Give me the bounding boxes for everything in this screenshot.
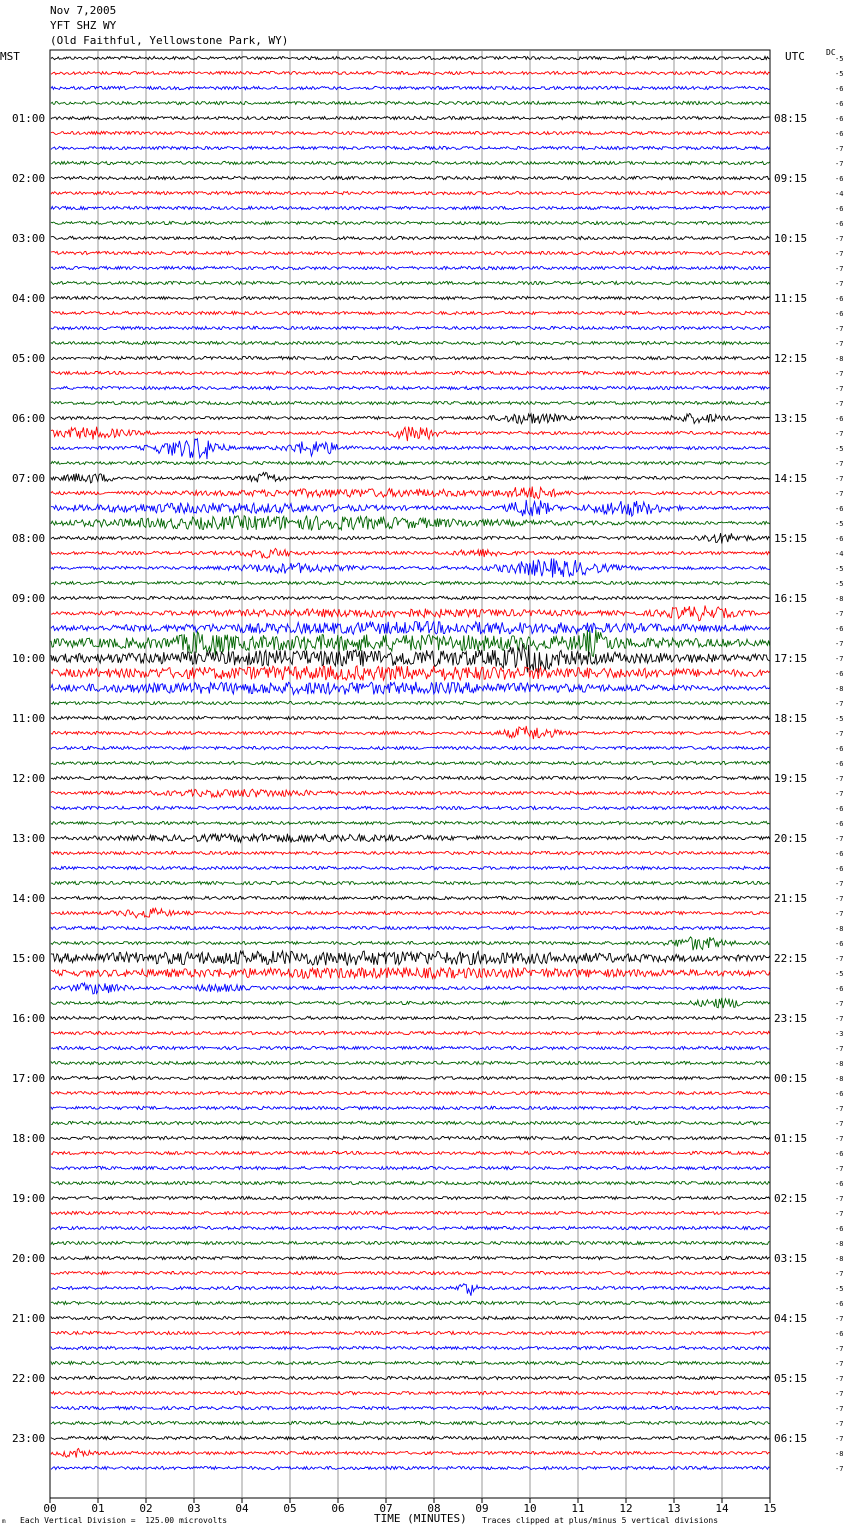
- trace-line: [51, 851, 770, 854]
- dc-offset-label: -6: [835, 1330, 844, 1338]
- trace-line: [51, 1226, 770, 1229]
- trace-line: [51, 558, 770, 577]
- x-tick-label: 07: [379, 1502, 393, 1515]
- hour-label-left: 20:00: [12, 1252, 46, 1265]
- dc-offset-label: -8: [835, 1255, 844, 1263]
- trace-line: [51, 716, 770, 719]
- trace-line: [51, 236, 770, 239]
- hour-label-left: 08:00: [12, 532, 46, 545]
- dc-offset-label: -8: [835, 595, 844, 603]
- hour-label-right: 08:15: [774, 112, 808, 125]
- hour-label-right: 23:15: [774, 1012, 808, 1025]
- trace-line: [51, 1061, 770, 1064]
- trace-line: [51, 896, 770, 899]
- dc-offset-label: -6: [835, 820, 844, 828]
- x-tick-label: 06: [331, 1502, 345, 1515]
- trace-line: [51, 1421, 770, 1424]
- dc-offset-label: -6: [835, 175, 844, 183]
- hour-label-left: 02:00: [12, 172, 46, 185]
- trace-line: [51, 1466, 770, 1469]
- trace-line: [51, 516, 770, 531]
- dc-offset-label: -7: [835, 145, 844, 153]
- trace-line: [51, 821, 770, 824]
- trace-line: [51, 371, 770, 374]
- dc-offset-label: -8: [835, 355, 844, 363]
- trace-line: [51, 881, 770, 884]
- hour-label-left: 05:00: [12, 352, 46, 365]
- trace-line: [51, 1196, 770, 1199]
- dc-offset-label: -6: [835, 505, 844, 513]
- trace-line: [51, 606, 770, 621]
- dc-offset-label: -8: [835, 1060, 844, 1068]
- dc-offset-label: -7: [835, 1360, 844, 1368]
- trace-line: [51, 206, 770, 209]
- trace-line: [51, 951, 770, 966]
- dc-offset-label: -6: [835, 295, 844, 303]
- hour-label-right: 05:15: [774, 1372, 808, 1385]
- trace-line: [51, 701, 770, 704]
- hour-label-left: 11:00: [12, 712, 46, 725]
- trace-line: [51, 1241, 770, 1244]
- trace-line: [51, 414, 770, 424]
- trace-line: [51, 176, 770, 179]
- dc-offset-label: -6: [835, 805, 844, 813]
- hour-label-left: 14:00: [12, 892, 46, 905]
- hour-label-right: 21:15: [774, 892, 808, 905]
- dc-offset-label: -6: [835, 670, 844, 678]
- x-tick-label: 03: [187, 1502, 201, 1515]
- trace-line: [51, 834, 770, 843]
- dc-offset-label: -7: [835, 1465, 844, 1473]
- station-location: (Old Faithful, Yellowstone Park, WY): [50, 34, 289, 47]
- dc-offset-label: -6: [835, 535, 844, 543]
- trace-line: [51, 1346, 770, 1349]
- trace-line: [51, 866, 770, 869]
- dc-offset-label: -5: [835, 565, 844, 573]
- trace-line: [51, 1256, 770, 1259]
- x-tick-label: 11: [571, 1502, 585, 1515]
- dc-offset-label: -6: [835, 865, 844, 873]
- x-tick-label: 12: [619, 1502, 633, 1515]
- trace-line: [51, 746, 770, 749]
- dc-offset-label: -7: [835, 1375, 844, 1383]
- trace-line: [51, 926, 770, 929]
- dc-offset-label: -5: [835, 520, 844, 528]
- dc-offset-label: -7: [835, 490, 844, 498]
- hour-label-left: 21:00: [12, 1312, 46, 1325]
- trace-line: [51, 86, 770, 89]
- dc-offset-label: -6: [835, 415, 844, 423]
- trace-line: [51, 1076, 770, 1079]
- trace-line: [51, 682, 770, 695]
- hour-label-left: 07:00: [12, 472, 46, 485]
- dc-offset-label: -4: [835, 190, 844, 198]
- dc-offset-label: -7: [835, 955, 844, 963]
- trace-line: [51, 1406, 770, 1409]
- dc-offset-label: -7: [835, 1420, 844, 1428]
- seismogram-date: Nov 7,2005: [50, 4, 117, 17]
- hour-label-right: 12:15: [774, 352, 808, 365]
- dc-offset-label: -4: [835, 550, 844, 558]
- trace-line: [51, 1331, 770, 1334]
- dc-offset-label: -7: [835, 235, 844, 243]
- trace-line: [51, 461, 770, 464]
- trace-line: [51, 548, 770, 558]
- trace-line: [51, 630, 770, 657]
- dc-offset-label: -5: [835, 970, 844, 978]
- hour-label-right: 03:15: [774, 1252, 808, 1265]
- trace-line: [51, 56, 770, 59]
- x-tick-label: 08: [427, 1502, 441, 1515]
- hour-label-left: 01:00: [12, 112, 46, 125]
- hour-label-left: 09:00: [12, 592, 46, 605]
- trace-line: [51, 908, 770, 918]
- trace-line: [51, 266, 770, 269]
- dc-offset-label: -7: [835, 385, 844, 393]
- x-tick-label: 14: [715, 1502, 729, 1515]
- trace-line: [51, 1091, 770, 1094]
- dc-offset-label: -7: [835, 790, 844, 798]
- hour-label-right: 22:15: [774, 952, 808, 965]
- dc-offset-label: -6: [835, 130, 844, 138]
- dc-offset-label: -6: [835, 205, 844, 213]
- trace-line: [51, 472, 770, 483]
- trace-line: [51, 1449, 770, 1458]
- trace-line: [51, 1166, 770, 1169]
- dc-offset-label: -7: [835, 1135, 844, 1143]
- hour-label-right: 14:15: [774, 472, 808, 485]
- dc-offset-label: -8: [835, 685, 844, 693]
- trace-line: [51, 1211, 770, 1214]
- hour-label-right: 15:15: [774, 532, 808, 545]
- trace-line: [51, 386, 770, 389]
- dc-offset-label: -7: [835, 475, 844, 483]
- hour-label-left: 16:00: [12, 1012, 46, 1025]
- x-tick-label: 10: [523, 1502, 537, 1515]
- dc-offset-label: -6: [835, 220, 844, 228]
- hour-label-left: 03:00: [12, 232, 46, 245]
- trace-line: [51, 998, 770, 1008]
- dc-offset-label: -6: [835, 85, 844, 93]
- station-code: YFT SHZ WY: [50, 19, 117, 32]
- x-tick-label: 15: [763, 1502, 777, 1515]
- trace-line: [51, 427, 770, 441]
- scale-note: Each Vertical Division = 125.00 microvolts: [20, 1516, 228, 1525]
- hour-label-left: 06:00: [12, 412, 46, 425]
- trace-line: [51, 251, 770, 254]
- hour-label-right: 04:15: [774, 1312, 808, 1325]
- hour-label-right: 02:15: [774, 1192, 808, 1205]
- hour-label-right: 01:15: [774, 1132, 808, 1145]
- dc-offset-label: -7: [835, 265, 844, 273]
- hour-label-right: 13:15: [774, 412, 808, 425]
- x-tick-label: 13: [667, 1502, 681, 1515]
- dc-offset-label: -5: [835, 445, 844, 453]
- hour-label-left: 15:00: [12, 952, 46, 965]
- trace-line: [51, 356, 770, 359]
- dc-offset-label: -6: [835, 115, 844, 123]
- trace-line: [51, 1436, 770, 1439]
- trace-line: [51, 1016, 770, 1019]
- trace-line: [51, 191, 770, 194]
- trace-line: [51, 341, 770, 344]
- dc-offset-label: -6: [835, 985, 844, 993]
- hour-label-left: 23:00: [12, 1432, 46, 1445]
- trace-line: [51, 71, 770, 74]
- trace-line: [51, 1376, 770, 1379]
- trace-line: [51, 311, 770, 314]
- trace-line: [51, 581, 770, 584]
- dc-offset-label: -6: [835, 1090, 844, 1098]
- hour-label-right: 20:15: [774, 832, 808, 845]
- dc-offset-label: -7: [835, 340, 844, 348]
- trace-line: [51, 806, 770, 809]
- dc-offset-label: -7: [835, 700, 844, 708]
- hour-label-right: 16:15: [774, 592, 808, 605]
- hour-label-left: 22:00: [12, 1372, 46, 1385]
- trace-line: [51, 1106, 770, 1109]
- hour-label-right: 17:15: [774, 652, 808, 665]
- dc-offset-label: -7: [835, 1210, 844, 1218]
- hour-label-right: 00:15: [774, 1072, 808, 1085]
- dc-offset-label: -8: [835, 1450, 844, 1458]
- hour-label-left: 13:00: [12, 832, 46, 845]
- dc-offset-label: -5: [835, 1285, 844, 1293]
- x-tick-label: 04: [235, 1502, 249, 1515]
- hour-label-left: 19:00: [12, 1192, 46, 1205]
- dc-offset-label: -7: [835, 835, 844, 843]
- right-timezone-label: UTC: [785, 50, 805, 63]
- dc-offset-label: -7: [835, 1315, 844, 1323]
- dc-offset-label: -7: [835, 430, 844, 438]
- dc-offset-label: -6: [835, 1225, 844, 1233]
- trace-line: [51, 533, 770, 543]
- dc-offset-label: -7: [835, 730, 844, 738]
- trace-line: [51, 221, 770, 224]
- dc-offset-label: -6: [835, 625, 844, 633]
- trace-line: [51, 1301, 770, 1304]
- trace-line: [51, 761, 770, 764]
- trace-line: [51, 1136, 770, 1139]
- dc-offset-label: -7: [835, 880, 844, 888]
- dc-offset-label: -7: [835, 460, 844, 468]
- dc-offset-label: -6: [835, 850, 844, 858]
- dc-offset-label: -7: [835, 1195, 844, 1203]
- dc-offset-label: -7: [835, 370, 844, 378]
- trace-line: [51, 439, 770, 459]
- dc-offset-label: -7: [835, 1390, 844, 1398]
- x-tick-label: 02: [139, 1502, 153, 1515]
- trace-line: [51, 937, 770, 950]
- dc-offset-label: -8: [835, 1075, 844, 1083]
- hour-label-right: 09:15: [774, 172, 808, 185]
- dc-offset-label: -7: [835, 1405, 844, 1413]
- trace-line: [51, 1361, 770, 1364]
- dc-offset-label: -7: [835, 250, 844, 258]
- dc-offset-label: -5: [835, 580, 844, 588]
- dc-offset-label: -7: [835, 1120, 844, 1128]
- dc-offset-label: -3: [835, 1030, 844, 1038]
- dc-offset-label: -6: [835, 100, 844, 108]
- dc-offset-label: -7: [835, 1105, 844, 1113]
- dc-offset-label: -7: [835, 910, 844, 918]
- trace-line: [51, 1181, 770, 1184]
- hour-label-left: 17:00: [12, 1072, 46, 1085]
- trace-line: [51, 1046, 770, 1049]
- dc-offset-label: -7: [835, 400, 844, 408]
- dc-offset-label: -6: [835, 310, 844, 318]
- dc-offset-label: -7: [835, 610, 844, 618]
- dc-offset-label: -6: [835, 1300, 844, 1308]
- hour-label-right: 19:15: [774, 772, 808, 785]
- trace-line: [51, 296, 770, 299]
- trace-line: [51, 500, 770, 516]
- dc-offset-label: -7: [835, 895, 844, 903]
- dc-label: DC: [826, 48, 836, 57]
- trace-line: [51, 983, 770, 994]
- hour-label-right: 11:15: [774, 292, 808, 305]
- trace-line: [51, 487, 770, 499]
- dc-offset-label: -7: [835, 1000, 844, 1008]
- hour-label-right: 18:15: [774, 712, 808, 725]
- dc-offset-label: -6: [835, 1150, 844, 1158]
- dc-offset-label: -7: [835, 1015, 844, 1023]
- x-tick-label: 00: [43, 1502, 57, 1515]
- dc-offset-label: -6: [835, 940, 844, 948]
- x-tick-label: 05: [283, 1502, 297, 1515]
- trace-line: [51, 726, 770, 739]
- dc-offset-label: -6: [835, 760, 844, 768]
- dc-offset-label: -8: [835, 925, 844, 933]
- trace-line: [51, 1391, 770, 1394]
- trace-line: [51, 621, 770, 634]
- dc-offset-label: -8: [835, 1240, 844, 1248]
- dc-offset-label: -6: [835, 1180, 844, 1188]
- trace-line: [51, 1271, 770, 1274]
- dc-offset-label: -5: [835, 715, 844, 723]
- trace-line: [51, 146, 770, 149]
- trace-line: [51, 401, 770, 404]
- dc-offset-label: -7: [835, 1165, 844, 1173]
- hour-label-left: 18:00: [12, 1132, 46, 1145]
- trace-line: [51, 967, 770, 978]
- dc-offset-label: -7: [835, 1345, 844, 1353]
- dc-offset-label: -7: [835, 1435, 844, 1443]
- dc-offset-label: -7: [835, 280, 844, 288]
- trace-line: [51, 776, 770, 779]
- trace-line: [51, 161, 770, 164]
- trace-line: [51, 666, 770, 681]
- dc-offset-label: -7: [835, 160, 844, 168]
- dc-offset-label: -7: [835, 1270, 844, 1278]
- hour-label-right: 06:15: [774, 1432, 808, 1445]
- dc-offset-label: -7: [835, 325, 844, 333]
- dc-offset-label: -6: [835, 745, 844, 753]
- trace-line: [51, 1316, 770, 1319]
- dc-offset-label: -7: [835, 1045, 844, 1053]
- x-tick-label: 09: [475, 1502, 489, 1515]
- dc-offset-label: -7: [835, 655, 844, 663]
- trace-line: [51, 789, 770, 797]
- left-timezone-label: MST: [0, 50, 20, 63]
- trace-line: [51, 101, 770, 104]
- hour-label-left: 10:00: [12, 652, 46, 665]
- hour-label-right: 10:15: [774, 232, 808, 245]
- corner-mark: m: [2, 1518, 6, 1525]
- trace-line: [51, 116, 770, 119]
- trace-line: [51, 131, 770, 134]
- x-tick-label: 01: [91, 1502, 105, 1515]
- hour-label-left: 04:00: [12, 292, 46, 305]
- trace-line: [51, 326, 770, 329]
- dc-offset-label: -7: [835, 640, 844, 648]
- trace-line: [51, 281, 770, 284]
- clip-note: Traces clipped at plus/minus 5 vertical divisions: [482, 1516, 719, 1525]
- trace-line: [51, 1151, 770, 1154]
- trace-line: [51, 1284, 770, 1296]
- trace-line: [51, 596, 770, 599]
- dc-offset-label: -5: [835, 70, 844, 78]
- dc-offset-label: -7: [835, 775, 844, 783]
- trace-line: [51, 1121, 770, 1124]
- trace-line: [51, 1031, 770, 1034]
- dc-offset-label: -5: [835, 55, 844, 63]
- hour-label-left: 12:00: [12, 772, 46, 785]
- x-axis-title: TIME (MINUTES): [374, 1512, 467, 1525]
